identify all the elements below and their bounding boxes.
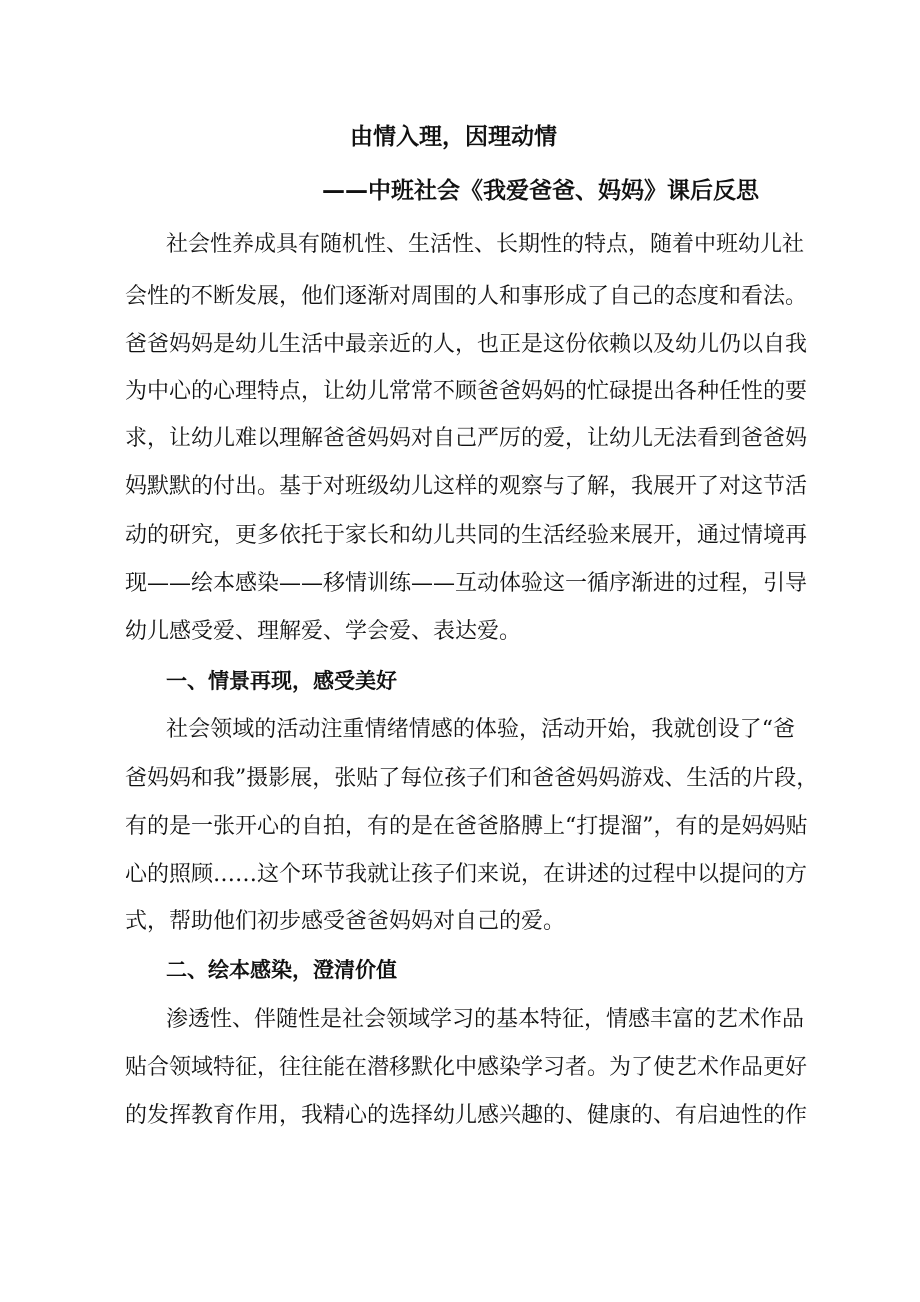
section-heading: 二、绘本感染，澄清价值: [166, 958, 397, 982]
paragraph-line: 社会领域的活动注重情绪情感的体验，活动开始，我就创设了“爸: [166, 717, 795, 742]
paragraph-line: 幼儿感受爱、理解爱、学会爱、表达爱。: [125, 619, 522, 644]
paragraph-line: 渗透性、伴随性是社会领域学习的基本特征，情感丰富的艺术作品: [166, 1007, 805, 1032]
paragraph-line: 爸爸妈妈是幼儿生活中最亲近的人，也正是这份依赖以及幼儿仍以自我: [125, 332, 808, 357]
paragraph-line: 式，帮助他们初步感受爸爸妈妈对自己的爱。: [125, 909, 566, 934]
paragraph-line: 贴合领域特征，往往能在潜移默化中感染学习者。为了使艺术作品更好: [125, 1055, 808, 1080]
document-subtitle: ——中班社会《我爱爸爸、妈妈》课后反思: [322, 178, 759, 204]
paragraph-line: 妈默默的付出。基于对班级幼儿这样的观察与了解，我展开了对这节活: [125, 474, 808, 499]
paragraph-line: 为中心的心理特点，让幼儿常常不顾爸爸妈妈的忙碌提出各种任性的要: [125, 379, 808, 404]
paragraph-line: 现——绘本感染——移情训练——互动体验这一循序渐进的过程，引导: [125, 571, 808, 596]
paragraph-line: 求，让幼儿难以理解爸爸妈妈对自己严厉的爱，让幼儿无法看到爸爸妈: [125, 426, 808, 451]
paragraph-line: 心的照顾……这个环节我就让孩子们来说，在讲述的过程中以提问的方: [125, 862, 808, 887]
document-title: 由情入理，因理动情: [350, 124, 557, 150]
paragraph-line: 社会性养成具有随机性、生活性、长期性的特点，随着中班幼儿社: [166, 232, 805, 257]
paragraph-line: 有的是一张开心的自拍，有的是在爸爸胳膊上“打提溜”，有的是妈妈贴: [125, 814, 808, 839]
section-heading: 一、情景再现，感受美好: [166, 669, 397, 693]
paragraph-line: 爸妈妈和我”摄影展，张贴了每位孩子们和爸爸妈妈游戏、生活的片段，: [125, 766, 819, 791]
paragraph-line: 动的研究，更多依托于家长和幼儿共同的生活经验来展开，通过情境再: [125, 523, 808, 548]
paragraph-line: 的发挥教育作用，我精心的选择幼儿感兴趣的、健康的、有启迪性的作: [125, 1103, 808, 1128]
paragraph-line: 会性的不断发展，他们逐渐对周围的人和事形成了自己的态度和看法。: [125, 284, 808, 309]
